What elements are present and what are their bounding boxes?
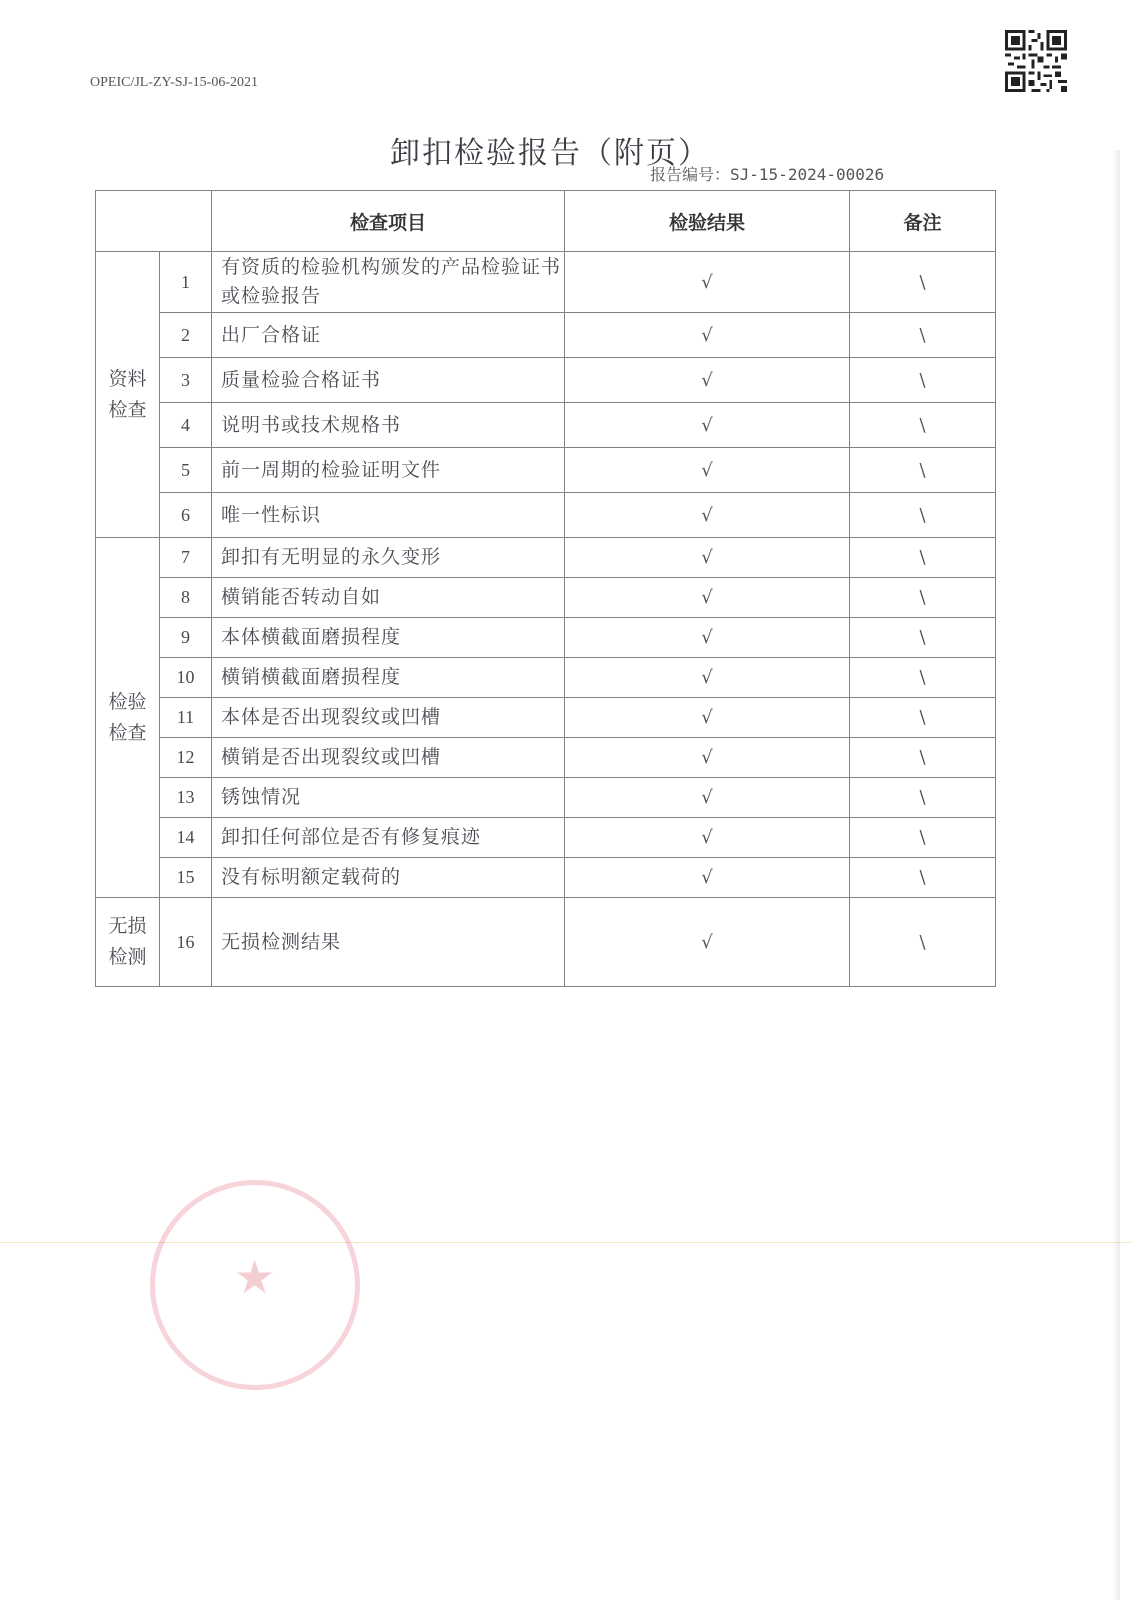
- column-header-result: 检验结果: [565, 191, 850, 252]
- header-blank-cell: [96, 191, 212, 252]
- row-number: 6: [160, 493, 212, 538]
- table-row: [96, 252, 996, 313]
- document-code: OPEIC/JL-ZY-SJ-15-06-2021: [90, 75, 258, 90]
- row-result: √: [565, 252, 850, 313]
- table-header-row: [96, 191, 996, 252]
- row-result: √: [565, 618, 850, 658]
- row-item: 说明书或技术规格书: [212, 403, 565, 448]
- row-note: \: [850, 313, 996, 358]
- category-visual: 检验检查: [96, 538, 160, 898]
- table-row: [96, 778, 996, 818]
- row-item: 本体是否出现裂纹或凹槽: [212, 698, 565, 738]
- row-number: 13: [160, 778, 212, 818]
- row-note: \: [850, 698, 996, 738]
- row-note: \: [850, 538, 996, 578]
- row-result: √: [565, 578, 850, 618]
- table-row: [96, 898, 996, 987]
- row-note: \: [850, 738, 996, 778]
- report-number-value: SJ-15-2024-00026: [730, 165, 885, 184]
- table-row: [96, 538, 996, 578]
- table-row: [96, 858, 996, 898]
- table-row: [96, 658, 996, 698]
- row-number: 5: [160, 448, 212, 493]
- row-number: 12: [160, 738, 212, 778]
- row-item: 锈蚀情况: [212, 778, 565, 818]
- report-number-label: 报告编号：: [650, 165, 731, 184]
- row-item: 出厂合格证: [212, 313, 565, 358]
- row-note: \: [850, 448, 996, 493]
- row-item: 没有标明额定载荷的: [212, 858, 565, 898]
- row-number: 11: [160, 698, 212, 738]
- row-number: 7: [160, 538, 212, 578]
- column-header-item: 检查项目: [212, 191, 565, 252]
- row-note: \: [850, 898, 996, 987]
- row-result: √: [565, 738, 850, 778]
- row-note: \: [850, 618, 996, 658]
- row-item: 有资质的检验机构颁发的产品检验证书或检验报告: [212, 252, 565, 313]
- row-item: 横销是否出现裂纹或凹槽: [212, 738, 565, 778]
- row-result: √: [565, 493, 850, 538]
- category-ndt: 无损检测: [96, 898, 160, 987]
- row-result: √: [565, 538, 850, 578]
- scan-edge: [1112, 150, 1120, 1600]
- row-result: √: [565, 858, 850, 898]
- row-result: √: [565, 698, 850, 738]
- row-number: 8: [160, 578, 212, 618]
- row-item: 质量检验合格证书: [212, 358, 565, 403]
- row-number: 1: [160, 252, 212, 313]
- report-number: [650, 162, 884, 185]
- row-item: 卸扣任何部位是否有修复痕迹: [212, 818, 565, 858]
- table-row: [96, 448, 996, 493]
- row-number: 9: [160, 618, 212, 658]
- row-item: 前一周期的检验证明文件: [212, 448, 565, 493]
- row-result: √: [565, 658, 850, 698]
- row-note: \: [850, 818, 996, 858]
- category-docs: 资料检查: [96, 252, 160, 538]
- column-header-note: 备注: [850, 191, 996, 252]
- row-result: √: [565, 403, 850, 448]
- seal-star-icon: ★: [234, 1250, 276, 1304]
- row-note: \: [850, 358, 996, 403]
- table-row: [96, 698, 996, 738]
- table-row: [96, 358, 996, 403]
- row-note: \: [850, 778, 996, 818]
- table-row: [96, 738, 996, 778]
- row-result: √: [565, 448, 850, 493]
- row-number: 3: [160, 358, 212, 403]
- row-number: 4: [160, 403, 212, 448]
- row-item: 横销能否转动自如: [212, 578, 565, 618]
- page-title: 卸扣检验报告（附页）: [390, 136, 710, 172]
- row-number: 14: [160, 818, 212, 858]
- row-item: 无损检测结果: [212, 898, 565, 987]
- row-result: √: [565, 818, 850, 858]
- row-item: 唯一性标识: [212, 493, 565, 538]
- row-number: 10: [160, 658, 212, 698]
- row-item: 本体横截面磨损程度: [212, 618, 565, 658]
- row-note: \: [850, 858, 996, 898]
- row-note: \: [850, 658, 996, 698]
- row-result: √: [565, 778, 850, 818]
- qr-code: [1005, 30, 1067, 92]
- table-row: [96, 403, 996, 448]
- row-number: 2: [160, 313, 212, 358]
- row-item: 卸扣有无明显的永久变形: [212, 538, 565, 578]
- table-row: [96, 818, 996, 858]
- row-result: √: [565, 313, 850, 358]
- row-note: \: [850, 252, 996, 313]
- inspection-table: [95, 190, 996, 987]
- table-row: [96, 493, 996, 538]
- row-result: √: [565, 898, 850, 987]
- row-result: √: [565, 358, 850, 403]
- row-number: 16: [160, 898, 212, 987]
- row-number: 15: [160, 858, 212, 898]
- row-note: \: [850, 403, 996, 448]
- row-note: \: [850, 493, 996, 538]
- table-row: [96, 618, 996, 658]
- row-item: 横销横截面磨损程度: [212, 658, 565, 698]
- table-row: [96, 313, 996, 358]
- row-note: \: [850, 578, 996, 618]
- table-row: [96, 578, 996, 618]
